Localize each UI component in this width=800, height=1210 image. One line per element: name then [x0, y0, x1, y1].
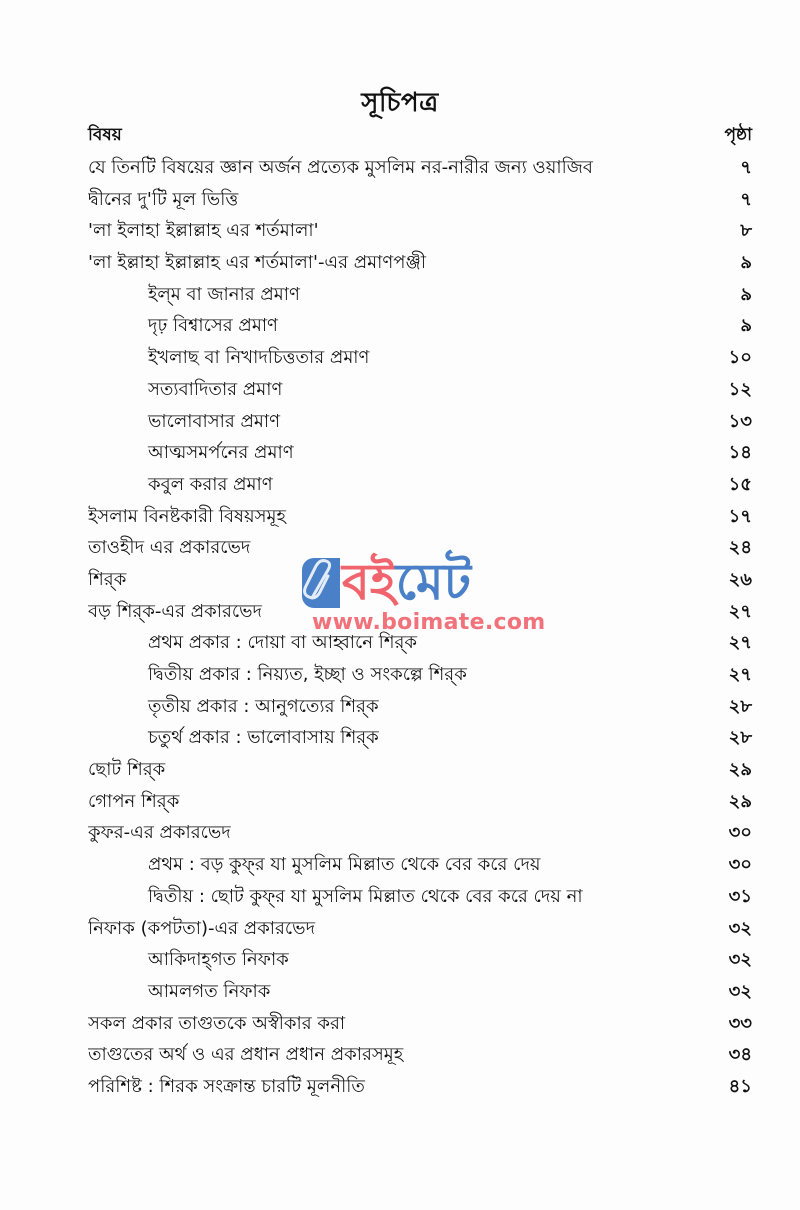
toc-subentry [88, 849, 752, 881]
toc-entry-page: ২৮ [728, 695, 752, 717]
toc-subentry [88, 627, 752, 659]
toc-entry [88, 564, 752, 596]
toc-entry-page: ১০ [728, 347, 752, 369]
toc-entry-title: আমলগত নিফাক [148, 980, 271, 1002]
toc-entry [88, 754, 752, 786]
toc-entry [88, 247, 752, 279]
toc-entry-page: ৩০ [728, 854, 752, 876]
toc-entry-title: 'লা ইলাহা ইল্লাল্লাহ এর শর্তমালা' [88, 220, 319, 242]
toc-entry-title: কবুল করার প্রমাণ [148, 473, 273, 495]
toc-entry-page: ২৪ [728, 537, 752, 559]
toc-entry-title: প্রথম প্রকার : দোয়া বা আহ্বানে শির্‌ক [148, 632, 417, 654]
toc-entry-page: ৯ [740, 252, 752, 274]
toc-entry-title: কুফর-এর প্রকারভেদ [88, 822, 231, 844]
toc-entry-page: ৭ [740, 188, 752, 210]
toc-entry [88, 532, 752, 564]
toc-entry-page: ২৭ [728, 664, 752, 685]
watermark-url: www.boimate.com [312, 610, 546, 635]
toc-header [88, 122, 752, 150]
toc-list [88, 152, 752, 1103]
toc-entry-title: তৃতীয় প্রকার : আনুগত্যের শির্‌ক [148, 695, 379, 717]
toc-subentry [88, 691, 752, 723]
watermark-brand-part2: মেট [395, 553, 471, 611]
toc-entry [88, 786, 752, 818]
toc-entry-page: ৮ [740, 220, 752, 242]
toc-subentry [88, 437, 752, 469]
toc-entry-title: ভালোবাসার প্রমাণ [148, 410, 281, 432]
toc-entry-title: সকল প্রকার তাগুতকে অস্বীকার করা [88, 1012, 346, 1034]
toc-entry-page: ৩০ [728, 822, 752, 844]
toc-entry-page: ২৭ [728, 632, 752, 654]
toc-entry-page: ৩২ [728, 980, 752, 1002]
toc-entry [88, 1008, 752, 1040]
toc-entry-title: ইখলাছ বা নিখাদচিত্ততার প্রমাণ [148, 347, 370, 369]
toc-entry-page: ১৫ [728, 473, 752, 495]
toc-entry-title: নিফাক (কপটতা)-এর প্রকারভেদ [88, 917, 316, 939]
toc-entry-page: ২৯ [728, 790, 752, 812]
subject-column-label: বিষয় [88, 125, 122, 145]
toc-entry-page: ২৬ [728, 568, 752, 590]
page-title: সূচিপত্র [361, 88, 439, 118]
toc-entry [88, 215, 752, 247]
page-column-label: পৃষ্ঠা [724, 125, 752, 145]
toc-subentry [88, 406, 752, 438]
toc-entry-title: তাগুতের অর্থ ও এর প্রধান প্রধান প্রকারসমূহ [88, 1044, 404, 1066]
toc-entry-title: দ্বিতীয় : ছোট কুফ্‌র যা মুসলিম মিল্লাত থেকে বের করে দেয় না [148, 885, 583, 907]
toc-entry [88, 817, 752, 849]
toc-entry-page: ২৮ [728, 727, 752, 749]
toc-entry-title: প্রথম : বড় কুফ্‌র যা মুসলিম মিল্লাত থেকে বের করে দেয় [148, 854, 541, 876]
toc-entry [88, 596, 752, 628]
toc-entry-page: ৩৩ [728, 1012, 752, 1034]
toc-entry-page: ৭ [740, 157, 752, 178]
toc-entry-title: গোপন শির্‌ক [88, 790, 180, 812]
toc-subentry [88, 881, 752, 913]
toc-entry [88, 913, 752, 945]
toc-entry-title: দ্বিতীয় প্রকার : নিয়্যত, ইচ্ছা ও সংকল্পে শির্‌ক [148, 664, 467, 685]
toc-entry-page: ৩৪ [728, 1044, 752, 1066]
toc-entry-title: আকিদাহ্‌গত নিফাক [148, 949, 289, 971]
toc-entry-page: ১৭ [728, 505, 752, 527]
toc-entry-page: ২৯ [728, 759, 752, 781]
toc-entry [88, 1071, 752, 1103]
toc-entry-title: পরিশিষ্ট : শিরক সংক্রান্ত চারটি মূলনীতি [88, 1075, 365, 1097]
toc-entry-title: শির্‌ক [88, 568, 127, 590]
toc-subentry [88, 976, 752, 1008]
toc-entry-title: 'লা ইল্লাহা ইল্লাল্লাহ এর শর্তমালা'-এর প্রমাণপঞ্জী [88, 252, 427, 274]
toc-entry-title: ইল্‌ম বা জানার প্রমাণ [148, 283, 300, 305]
toc-entry [88, 1039, 752, 1071]
toc-subentry [88, 279, 752, 311]
watermark-brand-part1: বই [342, 553, 396, 611]
toc-entry-page: ১২ [728, 378, 752, 400]
toc-entry-title: দৃঢ় বিশ্বাসের প্রমাণ [148, 315, 278, 337]
toc-entry-title: ছোট শির্‌ক [88, 759, 166, 781]
toc-subentry [88, 659, 752, 691]
toc-subentry [88, 310, 752, 342]
toc-entry-page: ২৭ [728, 600, 752, 622]
toc-entry-title: চতুর্থ প্রকার : ভালোবাসায় শির্‌ক [148, 727, 379, 749]
toc-entry-title: যে তিনটি বিষয়ের জ্ঞান অর্জন প্রত্যেক মুসলিম নর-নারীর জন্য ওয়াজিব [88, 157, 593, 178]
toc-entry-page: ৩২ [728, 949, 752, 971]
toc-entry-page: ৯ [740, 315, 752, 337]
toc-entry-page: ৩১ [728, 885, 752, 907]
toc-entry-title: বড় শির্‌ক-এর প্রকারভেদ [88, 600, 262, 622]
toc-entry [88, 184, 752, 216]
toc-subentry [88, 722, 752, 754]
toc-entry [88, 152, 752, 184]
toc-subentry [88, 944, 752, 976]
toc-entry-title: সত্যবাদিতার প্রমাণ [148, 378, 283, 400]
toc-entry [88, 501, 752, 533]
toc-entry-page: ৯ [740, 283, 752, 305]
toc-entry-page: ১৩ [728, 410, 752, 432]
toc-subentry [88, 374, 752, 406]
toc-entry-page: ৩২ [728, 917, 752, 939]
toc-entry-title: ইসলাম বিনষ্টকারী বিষয়সমূহ [88, 505, 286, 527]
toc-entry-page: ৪১ [728, 1075, 752, 1097]
toc-entry-title: দ্বীনের দু'টি মূল ভিত্তি [88, 188, 239, 210]
toc-entry-page: ১৪ [728, 442, 752, 464]
toc-entry-title: আত্মসমর্পনের প্রমাণ [148, 442, 294, 464]
toc-subentry [88, 469, 752, 501]
toc-subentry [88, 342, 752, 374]
toc-entry-title: তাওহীদ এর প্রকারভেদ [88, 537, 251, 559]
